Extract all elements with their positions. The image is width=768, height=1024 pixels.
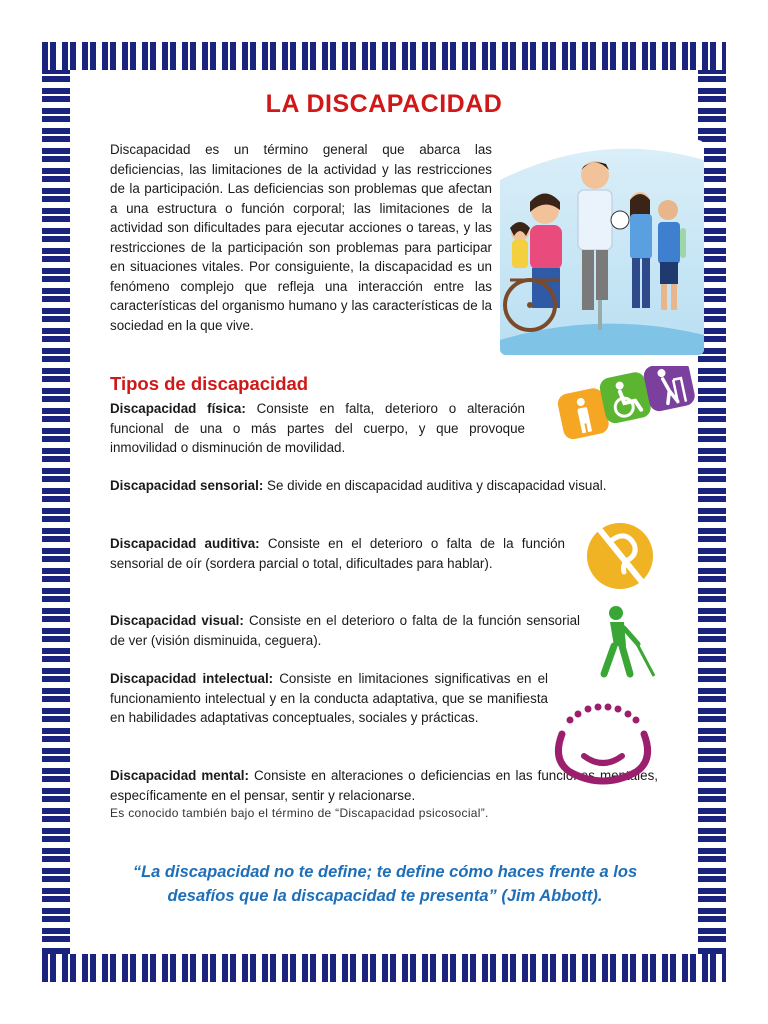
- physical-disability-icons: [548, 366, 708, 461]
- blind-person-icon: [592, 604, 658, 685]
- type-term: Discapacidad sensorial:: [110, 478, 264, 493]
- type-text: Se divide en discapacidad auditiva y discapacidad visual.: [263, 478, 607, 493]
- type-intellectual: [110, 669, 548, 728]
- type-term: Discapacidad intelectual:: [110, 671, 274, 686]
- family-wheelchair-illustration: [500, 140, 704, 355]
- type-text: Consiste en el deterioro o falta de la función sensorial de ver (visión disminuida, ceguera).: [110, 613, 580, 648]
- type-term: Discapacidad mental:: [110, 768, 249, 783]
- type-sensorial: [110, 476, 658, 496]
- type-text: Consiste en alteraciones o deficiencias en las funciones mentales, específicamente en el pensar, sentir y relacionarse.: [110, 768, 658, 803]
- type-text: Consiste en limitaciones significativas en el funcionamiento intelectual y en la conducta adaptativa, que se manifiesta en habilidades adaptativas conceptuales, sociales y prácticas.: [110, 671, 548, 725]
- type-visual: [110, 611, 580, 650]
- closing-quote: “La discapacidad no te define; te define cómo haces frente a los desafíos que la discapacidad te presenta” (Jim Abbott).: [132, 863, 638, 905]
- type-term: Discapacidad física:: [110, 401, 246, 416]
- type-term: Discapacidad auditiva:: [110, 536, 260, 551]
- page-title: LA DISCAPACIDAD: [265, 90, 503, 118]
- hearing-icon: [582, 520, 658, 595]
- type-term: Discapacidad visual:: [110, 613, 244, 628]
- psychosocial-note: Es conocido también bajo el término de “Discapacidad psicosocial”.: [110, 806, 489, 820]
- type-text: Consiste en falta, deterioro o alteración funcional de una o más partes del cuerpo, y que provoque inmovilidad o disminución de movilidad.: [110, 401, 526, 455]
- types-subtitle: Tipos de discapacidad: [110, 373, 309, 394]
- intro-paragraph: Discapacidad es un término general que abarca las deficiencias, las limitaciones de la actividad y las restricciones de la participación. Las deficiencias son problemas que afectan a una estructura o función corporal; las limitaciones de la actividad son dificultades para ejecutar acciones o tareas, y las restricciones de la participación son problemas para participar en situaciones vitales. Por consiguiente, la discapacidad es un fenómeno complejo que refleja una interacción entre las características del organismo humano y las características de la sociedad en la que vive.: [110, 142, 492, 333]
- type-physical: [110, 399, 525, 458]
- intellectual-head-icon: [548, 700, 658, 791]
- type-auditiva: [110, 534, 565, 573]
- type-text: Consiste en el deterioro o falta de la función sensorial de oír (sordera parcial o total, dificultades para hablar).: [110, 536, 565, 571]
